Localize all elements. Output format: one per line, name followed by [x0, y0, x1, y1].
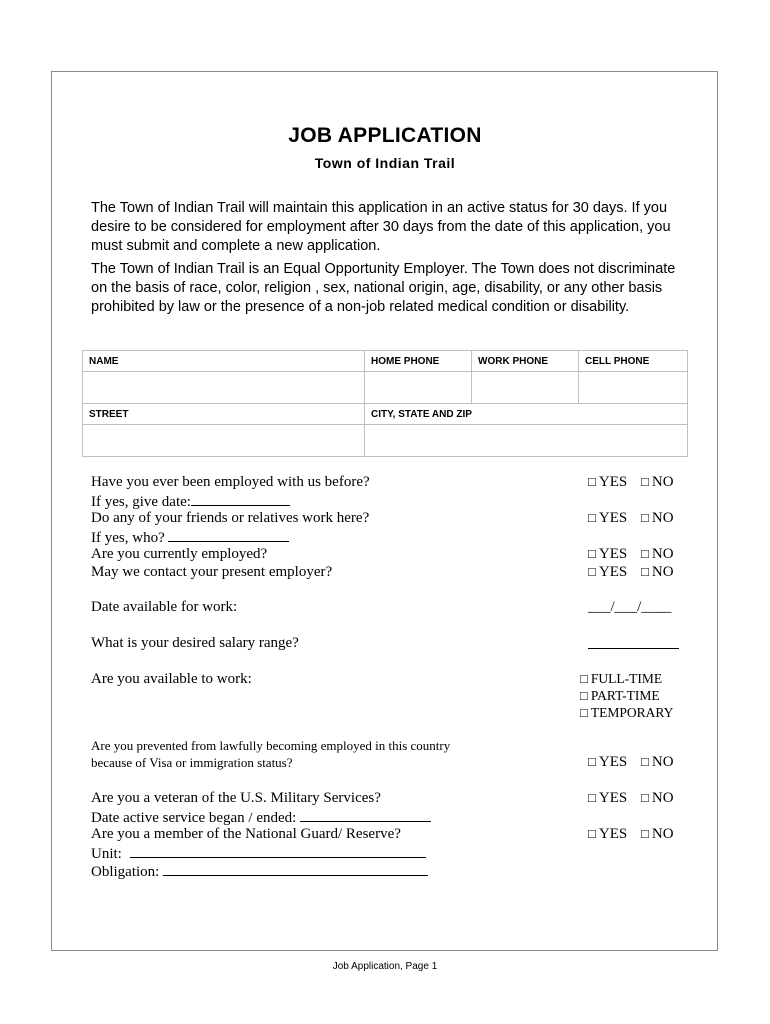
home-phone-field[interactable]	[365, 372, 472, 404]
question-employed-before: Have you ever been employed with us before?	[91, 474, 370, 490]
veteran-yes[interactable]: □ YES	[588, 790, 628, 806]
question-visa-line2: because of Visa or immigration status?	[91, 755, 293, 770]
checkbox-icon: □	[641, 510, 649, 525]
checkbox-icon: □	[588, 826, 596, 841]
checkbox-icon: □	[588, 754, 596, 769]
question-active-service: Date active service began / ended:	[91, 807, 431, 827]
cell-phone-field[interactable]	[579, 372, 688, 404]
checkbox-icon: □	[641, 474, 649, 489]
national-guard-yes[interactable]: □ YES	[588, 826, 628, 842]
street-header: STREET	[83, 404, 365, 425]
contact-employer-yes[interactable]: □ YES	[588, 564, 628, 580]
option-full-time[interactable]: □ FULL-TIME	[580, 671, 663, 686]
intro-paragraph-retention: The Town of Indian Trail will maintain this application in an active status for 30 days. If you desire to be considered for employment after 30 days from the date of this application, you must submit and complete a new application.	[91, 200, 671, 254]
if-yes-who-line[interactable]	[168, 527, 289, 542]
question-if-yes-who: If yes, who?	[91, 527, 289, 547]
question-currently-employed: Are you currently employed?	[91, 546, 268, 562]
street-field[interactable]	[83, 425, 365, 457]
work-phone-field[interactable]	[472, 372, 579, 404]
currently-employed-no[interactable]: □ NO	[641, 546, 674, 562]
checkbox-icon: □	[588, 564, 596, 579]
home-phone-header: HOME PHONE	[365, 351, 472, 372]
question-date-available: Date available for work:	[91, 599, 238, 615]
page-footer: Job Application, Page 1	[332, 961, 438, 972]
date-available-field[interactable]: ___/___/____	[588, 599, 672, 615]
give-date-line[interactable]	[191, 491, 290, 506]
question-veteran: Are you a veteran of the U.S. Military Services?	[91, 790, 381, 806]
veteran-no[interactable]: □ NO	[641, 790, 674, 806]
question-give-date: If yes, give date:	[91, 491, 290, 511]
question-unit: Unit:	[91, 843, 426, 863]
question-available-to-work: Are you available to work:	[91, 671, 252, 687]
unit-line[interactable]	[130, 843, 426, 858]
city-state-zip-field[interactable]	[365, 425, 688, 457]
salary-range-field[interactable]	[588, 634, 679, 654]
page-title: JOB APPLICATION	[288, 124, 482, 147]
city-state-zip-header: CITY, STATE AND ZIP	[365, 404, 688, 425]
question-friends-relatives: Do any of your friends or relatives work here?	[91, 510, 370, 526]
employed-before-no[interactable]: □ NO	[641, 474, 674, 490]
visa-yes[interactable]: □ YES	[588, 754, 628, 770]
checkbox-icon: □	[580, 688, 588, 703]
question-contact-employer: May we contact your present employer?	[91, 564, 333, 580]
work-phone-header: WORK PHONE	[472, 351, 579, 372]
checkbox-icon: □	[641, 564, 649, 579]
question-national-guard: Are you a member of the National Guard/ Reserve?	[91, 826, 401, 842]
employed-before-yes[interactable]: □ YES	[588, 474, 628, 490]
checkbox-icon: □	[588, 790, 596, 805]
national-guard-no[interactable]: □ NO	[641, 826, 674, 842]
checkbox-icon: □	[580, 671, 588, 686]
active-service-line[interactable]	[300, 807, 431, 822]
currently-employed-yes[interactable]: □ YES	[588, 546, 628, 562]
visa-no[interactable]: □ NO	[641, 754, 674, 770]
friends-relatives-no[interactable]: □ NO	[641, 510, 674, 526]
checkbox-icon: □	[588, 474, 596, 489]
name-header: NAME	[83, 351, 365, 372]
cell-phone-header: CELL PHONE	[579, 351, 688, 372]
checkbox-icon: □	[641, 790, 649, 805]
question-obligation: Obligation:	[91, 861, 428, 881]
question-salary-range: What is your desired salary range?	[91, 635, 299, 651]
obligation-line[interactable]	[163, 861, 428, 876]
checkbox-icon: □	[641, 546, 649, 561]
checkbox-icon: □	[588, 510, 596, 525]
friends-relatives-yes[interactable]: □ YES	[588, 510, 628, 526]
option-part-time[interactable]: □ PART-TIME	[580, 688, 660, 703]
checkbox-icon: □	[641, 754, 649, 769]
option-temporary[interactable]: □ TEMPORARY	[580, 705, 674, 720]
page-subtitle: Town of Indian Trail	[314, 155, 456, 171]
intro-paragraph-eoe: The Town of Indian Trail is an Equal Opportunity Employer. The Town does not discriminate on the basis of race, color, religion , sex, national origin, age, disability, or any other basis prohibited by law or the presence of a non-job related medical condition or disability.	[91, 261, 676, 315]
question-visa-line1: Are you prevented from lawfully becoming employed in this country	[91, 738, 451, 753]
contact-info-table	[82, 350, 688, 457]
contact-employer-no[interactable]: □ NO	[641, 564, 674, 580]
checkbox-icon: □	[588, 546, 596, 561]
checkbox-icon: □	[580, 705, 588, 720]
name-field[interactable]	[83, 372, 365, 404]
checkbox-icon: □	[641, 826, 649, 841]
